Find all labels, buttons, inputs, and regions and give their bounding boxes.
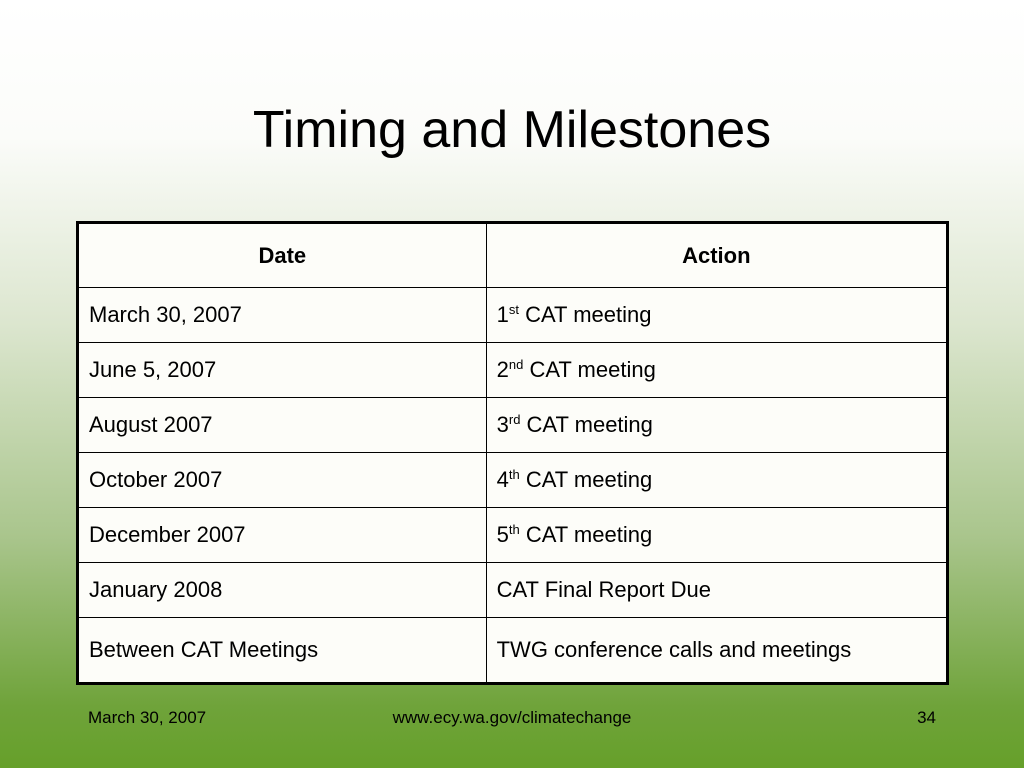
action-cell bbox=[486, 343, 947, 398]
header-action: Action bbox=[486, 223, 947, 288]
date-cell: August 2007 bbox=[78, 398, 487, 453]
milestones-table bbox=[76, 221, 949, 685]
date-cell: October 2007 bbox=[78, 453, 487, 508]
ordinal-number: 5 bbox=[496, 522, 509, 547]
footer-date: March 30, 2007 bbox=[88, 708, 207, 727]
page-number: 34 bbox=[917, 708, 936, 727]
table-row bbox=[78, 288, 948, 343]
action-cell: TWG conference calls and meetings bbox=[486, 618, 947, 684]
ordinal-suffix: rd bbox=[508, 412, 521, 427]
table-row bbox=[78, 343, 948, 398]
ordinal-suffix: st bbox=[508, 302, 519, 317]
date-cell: December 2007 bbox=[78, 508, 487, 563]
action-text: CAT meeting bbox=[525, 302, 652, 327]
action-text: CAT meeting bbox=[526, 412, 653, 437]
ordinal-number: 3 bbox=[496, 412, 509, 437]
action-cell bbox=[486, 453, 947, 508]
ordinal-number: 2 bbox=[496, 357, 509, 382]
table-header-row bbox=[78, 223, 948, 288]
date-cell: January 2008 bbox=[78, 563, 487, 618]
slide-title: Timing and Milestones bbox=[252, 101, 772, 159]
table-row bbox=[78, 398, 948, 453]
table-row bbox=[78, 508, 948, 563]
ordinal-suffix: th bbox=[508, 467, 520, 482]
action-cell: CAT Final Report Due bbox=[486, 563, 947, 618]
ordinal-suffix: nd bbox=[508, 357, 524, 372]
ordinal-number: 4 bbox=[496, 467, 509, 492]
table-row bbox=[78, 618, 948, 684]
footer-url: www.ecy.wa.gov/climatechange bbox=[392, 708, 632, 727]
action-cell bbox=[486, 288, 947, 343]
ordinal-number: 1 bbox=[496, 302, 509, 327]
table-row bbox=[78, 453, 948, 508]
date-cell: March 30, 2007 bbox=[78, 288, 487, 343]
action-text: CAT meeting bbox=[525, 467, 653, 492]
header-date: Date bbox=[78, 223, 487, 288]
ordinal-suffix: th bbox=[508, 522, 520, 537]
action-text: CAT meeting bbox=[525, 522, 653, 547]
date-cell: June 5, 2007 bbox=[78, 343, 487, 398]
action-cell bbox=[486, 508, 947, 563]
action-cell bbox=[486, 398, 947, 453]
table-row bbox=[78, 563, 948, 618]
action-text: CAT meeting bbox=[529, 357, 656, 382]
date-cell: Between CAT Meetings bbox=[78, 618, 487, 684]
